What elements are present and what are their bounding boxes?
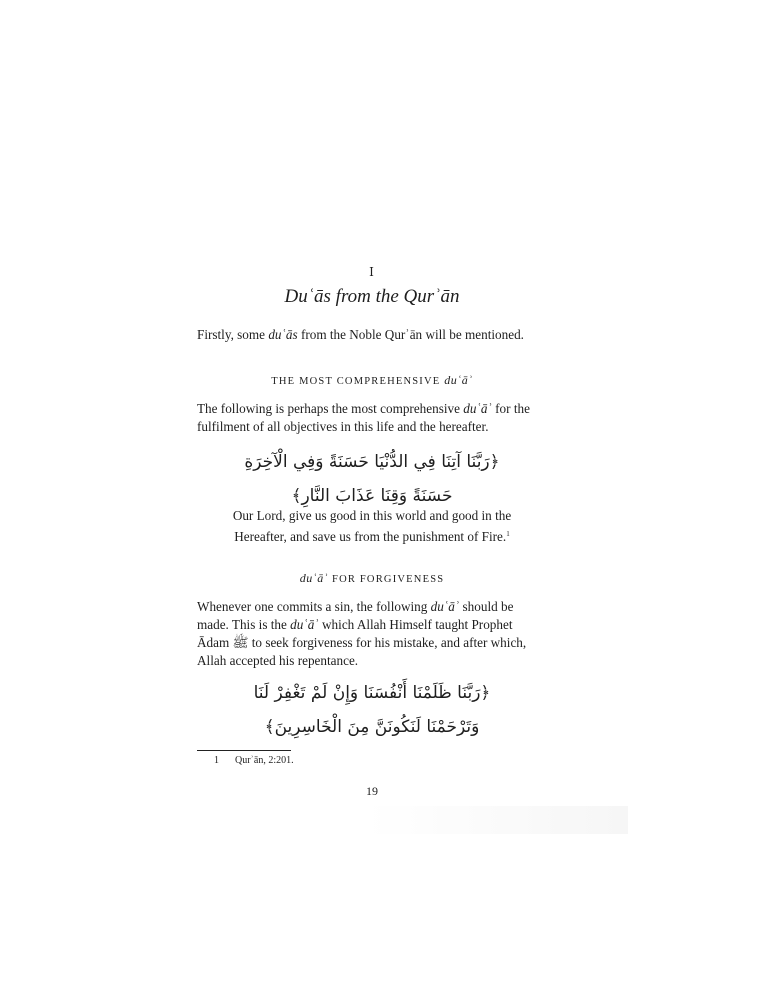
section2-italic-1: duʿāʾ xyxy=(430,599,460,614)
arabic-line: ﴿رَبَّنَا آتِنَا فِي الدُّنْيَا حَسَنَةً وَفِي الْآخِرَةِ xyxy=(244,452,500,472)
translation-line-text: Hereafter, and save us from the punishment of Fire. xyxy=(234,529,507,544)
arabic-line: ﴿رَبَّنَا ظَلَمْنَا أَنْفُسَنَا وَإِنْ لَمْ تَغْفِرْ لَنَا xyxy=(253,683,491,703)
book-page xyxy=(197,0,547,1000)
intro-text-before: Firstly, some xyxy=(197,327,269,342)
arabic-verse-comprehensive xyxy=(197,445,547,513)
section2-heading-italic: duʿāʾ xyxy=(299,571,329,585)
intro-text-after: from the Noble Qurʾān will be mentioned. xyxy=(297,327,524,342)
section2-heading-main: FOR FORGIVENESS xyxy=(328,574,445,585)
chapter-title: Duʿās from the Qurʾān xyxy=(284,286,460,307)
section1-paragraph xyxy=(197,400,547,436)
section1-heading-italic: duʿāʾ xyxy=(444,373,473,387)
footnote-divider xyxy=(197,750,291,751)
section2-paragraph xyxy=(197,598,547,670)
section2-text-a: Whenever one commits a sin, the following xyxy=(197,599,431,614)
section2-italic-2: duʿāʾ xyxy=(290,617,319,632)
intro-text-italic: duʿās xyxy=(268,327,298,342)
translation-line: Our Lord, give us good in this world and good in the xyxy=(232,508,512,523)
footnote xyxy=(214,755,294,766)
section1-para-italic: duʿāʾ xyxy=(463,401,492,416)
verse-translation xyxy=(197,507,547,546)
section1-heading-main: THE MOST COMPREHENSIVE xyxy=(271,376,445,387)
arabic-verse-forgiveness xyxy=(197,676,547,744)
page-number: 19 xyxy=(366,784,378,798)
scan-shadow xyxy=(366,806,628,834)
footnote-reference: 1 xyxy=(506,530,510,538)
section-heading-forgiveness xyxy=(197,571,547,586)
section-heading-comprehensive xyxy=(197,373,547,388)
footnote-number: 1 xyxy=(214,755,219,766)
chapter-number: I xyxy=(369,265,375,279)
arabic-line: حَسَنَةً وَقِنَا عَذَابَ النَّارِ﴾ xyxy=(291,486,453,506)
arabic-line: وَتَرْحَمْنَا لَنَكُونَنَّ مِنَ الْخَاسِرِينَ﴾ xyxy=(264,717,480,737)
intro-paragraph xyxy=(197,326,547,344)
section1-para-after: for the fulfilment of all objectives in this life and the hereafter. xyxy=(197,401,530,434)
translation-line xyxy=(197,525,547,546)
section2-text-b: should be made. This is the xyxy=(197,599,514,632)
section2-text-c: which Allah Himself taught Prophet Ādam ﷺ to seek forgiveness for his mistake, and after which, Allah accepted his repentance. xyxy=(197,617,527,668)
footnote-text: Qurʾān, 2:201. xyxy=(235,755,294,766)
section1-para-before: The following is perhaps the most comprehensive xyxy=(197,401,464,416)
